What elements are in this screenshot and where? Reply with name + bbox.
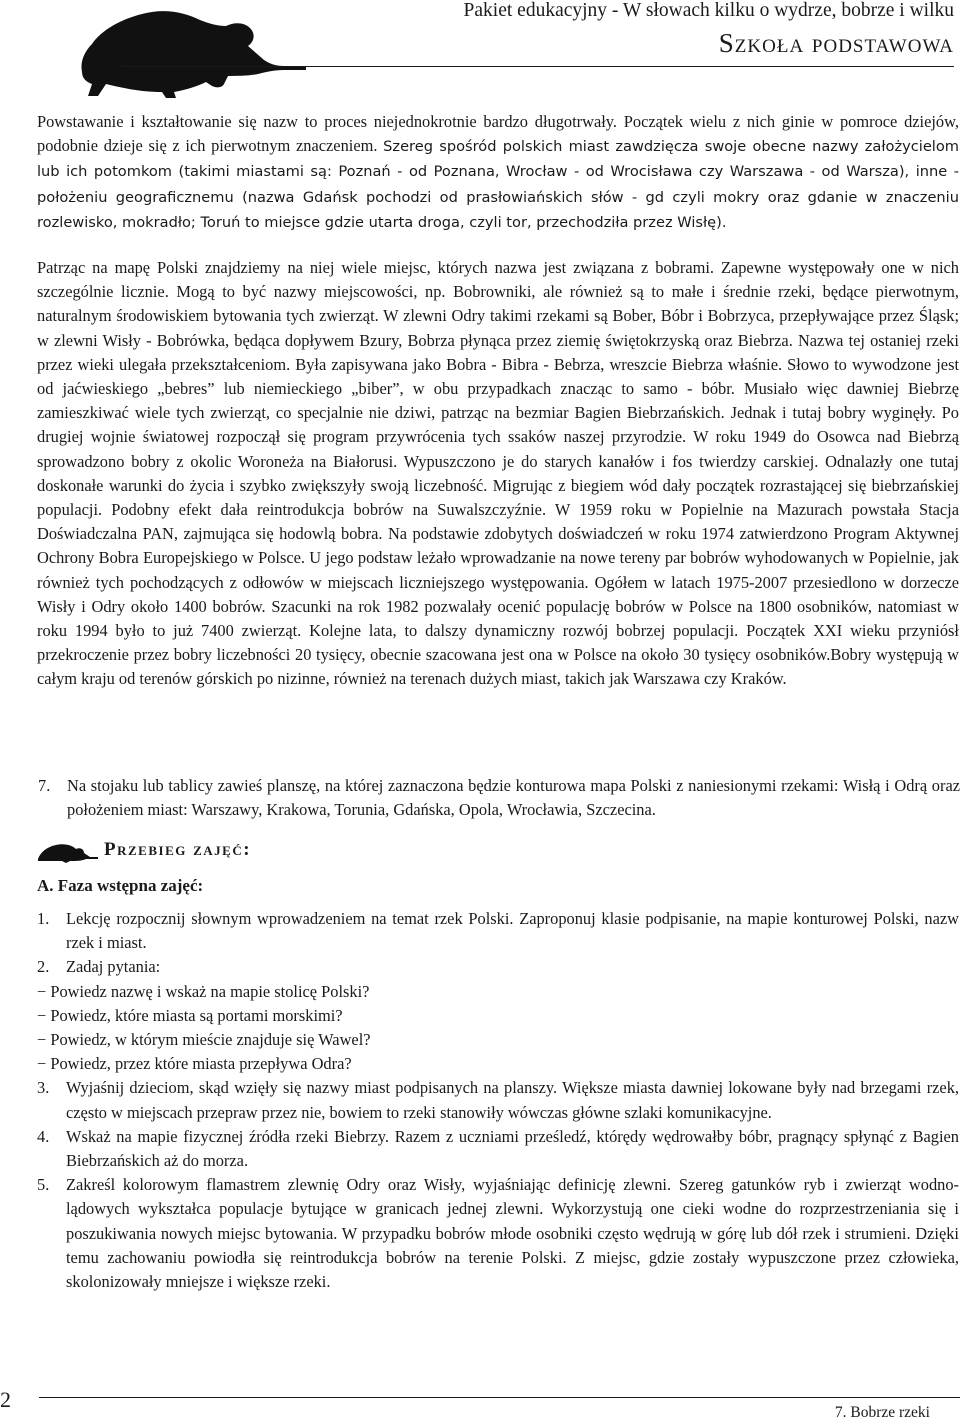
- page-number: 2: [0, 1387, 11, 1412]
- list-item-text: Wskaż na mapie fizycznej źródła rzeki Biebrzy. Razem z uczniami prześledź, którędy wędrowałby bóbr, pragnący spłynąć z Bagien Biebrzańskich aż do morza.: [66, 1126, 959, 1171]
- list-item-number: 3.: [37, 1078, 50, 1098]
- list-item-7: [38, 774, 960, 822]
- phase-heading: A. Faza wstępna zajęć:: [37, 876, 204, 895]
- list-item-number: 5.: [37, 1175, 50, 1195]
- footer-rule: [39, 1397, 960, 1398]
- list-item-number: 2.: [37, 957, 50, 977]
- list-item-text: Na stojaku lub tablicy zawieś planszę, na której zaznaczona będzie konturowa mapa Polski z naniesionymi rzekami: Wisłą i Odrą oraz położeniem miast: Warszawy, Krakowa, Torunia, Gdańska, Opola, Wrocławia, Szczecina.: [67, 776, 960, 820]
- list-item-text: Wyjaśnij dzieciom, skąd wzięły się nazwy miast podpisanych na planszy. Większe miasta dawniej lokowane były nad brzegami rzek, często w miejscach przepraw przez nie, bowiem to rzeki stanowiły wówczas główne szlaki komunikacyjne.: [66, 1078, 959, 1122]
- intro-paragraph: [37, 110, 959, 235]
- beaver-silhouette-icon: [78, 2, 308, 100]
- question-item: − Powiedz nazwę i wskaż na mapie stolicę Polski?: [37, 981, 370, 1001]
- intro-text-sans: Szereg spośród polskich miast zawdzięcza swoje obecne nazwy założycielom lub ich potomkom (takimi miastami są: Poznań - od Poznana, Wrocław - od Wrocisława czy Warszawa - od Warsza), inne - położeniu geograficznemu (nazwa Gdańsk pochodzi od prasłowiańskich słów - gd czyli mokry oraz gdanie w znaczeniu rozlewisko, mokradło; Toruń to miejsce gdzie utarta droga, czyli tor, przechodziła przez Wisłę).: [37, 138, 960, 231]
- beaver-small-icon: [36, 841, 98, 863]
- list-item-number: 1.: [37, 909, 50, 928]
- list-item-text: Lekcję rozpocznij słownym wprowadzeniem na temat rzek Polski. Zaproponuj klasie podpisanie, na mapie konturowej Polski, nazw rzek i miast.: [66, 909, 959, 953]
- list-item: [37, 1173, 959, 1294]
- header-title: Szkoła podstawowa: [718, 28, 954, 58]
- list-item-number: 7.: [38, 776, 51, 795]
- beaver-history-paragraph: Patrząc na mapę Polski znajdziemy na niej wiele miejsc, których nazwa jest związana z bobrami. Zapewne występowały one w nich szczególnie licznie. Mogą to być nazwy miejscowości, np. Bobrowniki, ale również są to małe i średnie rzeki, będące pierwotnym, naturalnym środowiskiem bytowania tych zwierząt. W zlewni Odry takimi rzekami są Bober, Bóbr i Bobrzyca, przepływające przez Śląsk; w zlewni Wisły - Bobrówka, będąca dopływem Bzury, Bobrza płynąca przez ziemię świętokrzyską oraz Biebrza. Nazwa tej ostaniej rzeki przez wieki ulegała przekształceniom. Była zapisywana jako Bobra - Bibra - Bebrza, wreszcie Biebrza właśnie. Słowo to wywodzone jest od jaćwieskiego „bebres” lub niemieckiego „biber”, w obu przypadkach znacząc to samo - bóbr. Musiało więc dawniej Biebrzę zamieszkiwać wiele tych zwierząt, co specjalnie nie dziwi, patrząc na bezmiar Bagien Biebrzańskich. Jednak i tutaj bobry wyginęły. Po drugiej wojnie światowej rozpoczął się program przywrócenia tych ssaków naszej przyrodzie. W roku 1949 do Osowca nad Biebrzą sprowadzono bobry z okolic Woroneża na Białorusi. Wypuszczono je do starych kanałów i fos twierdzy carskiej. Odnalazły one tutaj doskonałe warunki do życia i szybko zwiększyły swoją liczebność. Migrując z biegiem wód dały początek rozrastającej się biebrzańskiej populacji. Podobny efekt dała reintrodukcja bobrów na Suwalszczyźnie. W 1959 roku w Popielnie na Mazurach powstała Stacja Doświadczalna PAN, zajmująca się hodowlą bobra. Na podstawie zdobytych doświadczeń w roku 1974 zatwierdzono Program Aktywnej Ochrony Bobra Europejskiego w Polsce. U jego podstaw leżało wprowadzanie na nowe tereny par bobrów wyhodowanych w Popielnie, jak również tych pochodzących z odłowów w miejscach liczniejszego występowania. Ogółem w latach 1975-2007 przesiedlono w dorzecze Wisły i Odry około 1400 bobrów. Szacunki na rok 1982 pozwalały ocenić populację bobrów w Polsce na 1800 osobników, natomiast w roku 1994 było to już 7400 zwierząt. Kolejne lata, to dalszy dynamiczny rozwój bobrzej populacji. Początek XXI wieku przyniósł przekroczenie przez bobry liczebności 20 tysięcy, obecnie szacowana jest ona w Polsce na około 30 tysięcy osobników.Bobry występują w całym kraju od terenów górskich po nizinne, również na terenach dużych miast, takich jak Warszawa czy Kraków.: [37, 258, 959, 689]
- section-title: Przebieg zajęć:: [104, 839, 252, 860]
- question-item: − Powiedz, przez które miasta przepływa Odra?: [37, 1054, 352, 1074]
- list-item: [37, 907, 959, 955]
- header-rule: [122, 66, 954, 67]
- list-item-text: Zakreśl kolorowym flamastrem zlewnię Odry oraz Wisły, wyjaśniając definicję zlewni. Szereg gatunków ryb i zwierząt wodno-lądowych wykształca populacje bytujące w granicach jednej zlewni. Wykorzystują one cieki wodne do rozprzestrzeniania się i poszukiwania nowych miejsc bytowania. W przypadku bobrów młode osobniki często wędrują w górę lub dół rzek i strumieni. Dzięki temu zachowaniu powiodła się reintrodukcja bobrów na terenie Polski. Z miejsc, gdzie zostały wypuszczone przez człowieka, skolonizowały mniejsze i większe rzeki.: [66, 1175, 959, 1292]
- intro-text-serif: Powstawanie i kształtowanie się nazw to proces niejednokrotnie bardzo długotrwały. Początek wielu z nich ginie w pomroce dziejów, podobnie dzieje się z ich pierwotnym znaczeniem.: [37, 112, 959, 156]
- list-item: [37, 955, 959, 979]
- header-kicker: Pakiet edukacyjny - W słowach kilku o wydrze, bobrze i wilku: [463, 0, 954, 21]
- list-item: [37, 1076, 959, 1124]
- question-item: − Powiedz, które miasta są portami morskimi?: [37, 1005, 343, 1025]
- question-item: − Powiedz, w którym mieście znajduje się Wawel?: [37, 1030, 371, 1050]
- chapter-label: 7. Bobrze rzeki: [834, 1404, 930, 1421]
- list-item: [37, 1125, 959, 1173]
- list-item-text: Zadaj pytania:: [66, 957, 161, 977]
- lesson-steps: [37, 907, 959, 1294]
- list-item-number: 4.: [37, 1126, 50, 1146]
